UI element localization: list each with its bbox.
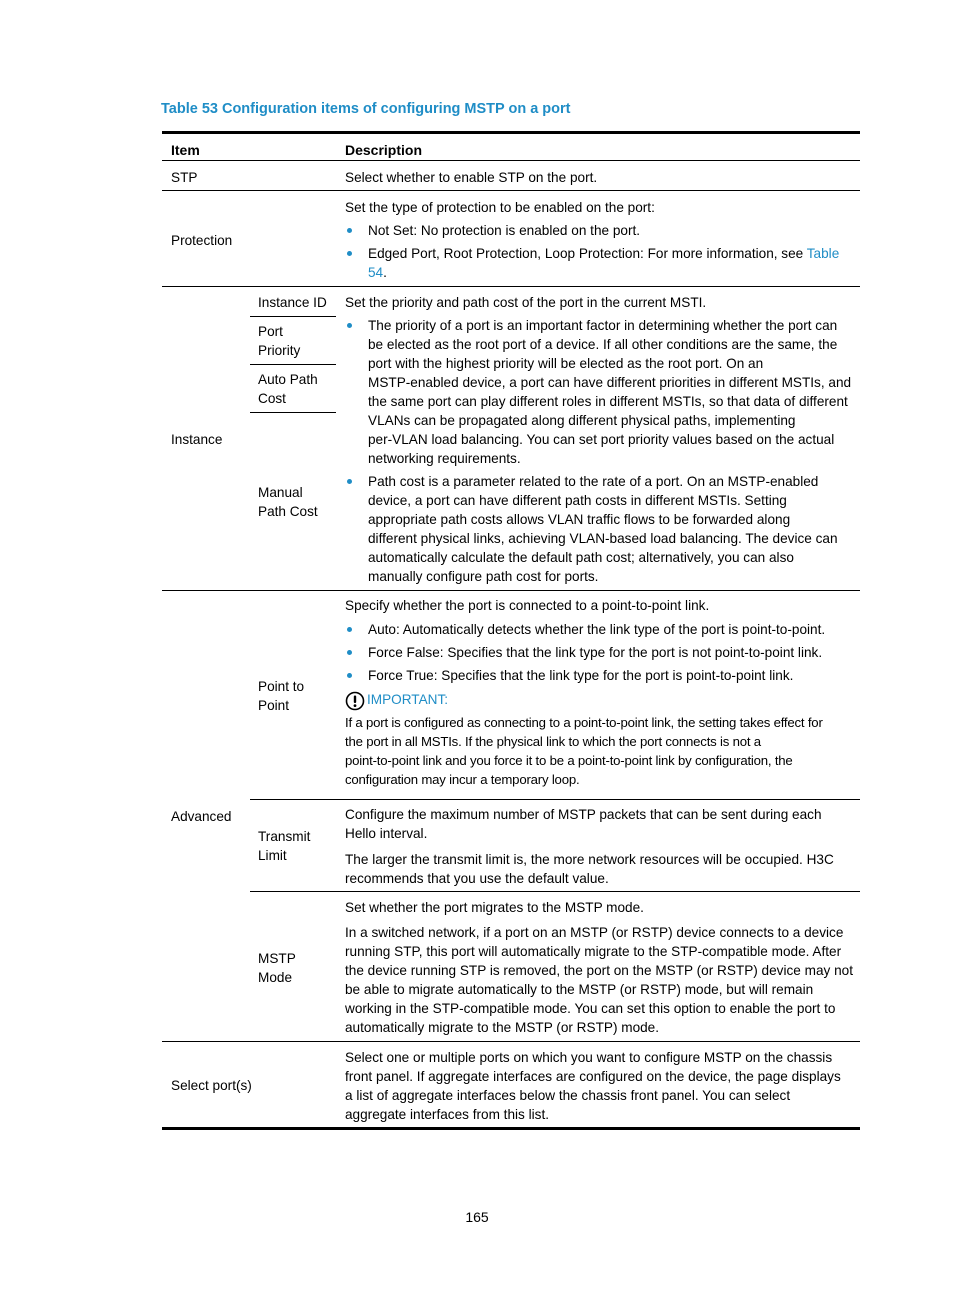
row-divider — [162, 190, 860, 191]
subrow-divider — [250, 412, 336, 413]
header-description: Description — [345, 142, 423, 158]
table-caption: Table 53 Configuration items of configuring MSTP on a port — [161, 101, 571, 117]
instance-list — [345, 316, 857, 586]
page-number: 165 — [465, 1209, 489, 1225]
instance-item: Instance — [171, 432, 223, 447]
subrow-divider — [250, 799, 860, 800]
instance-intro: Set the priority and path cost of the port in the current MSTI. — [345, 295, 707, 310]
table-54-link[interactable]: Table — [806, 246, 840, 261]
row-divider — [162, 590, 860, 591]
transmit-limit-label: Transmit Limit — [258, 829, 311, 863]
manual-path-cost-label: Manual Path Cost — [258, 485, 318, 519]
p2p-list — [345, 620, 857, 685]
transmit-p2: The larger the transmit limit is, the more network resources will be occupied. H3C recommends that you use the default value. — [345, 852, 834, 886]
exclamation-circle-icon — [345, 691, 363, 709]
protection-intro: Set the type of protection to be enabled on the port: — [345, 200, 655, 215]
header-rule — [162, 160, 860, 161]
list-item: Path cost is a parameter related to the rate of a port. On an MSTP-enabled device, a port can have different path costs in different MSTIs. Setting appropriate path costs allows VLAN traffic flows to be forwarded along different physical links, achieving VLAN-based load balancing. The device can automatically calculate the default path cost; alternatively, you can also manually configure path cost for ports. — [345, 472, 857, 586]
instance-description — [345, 293, 857, 586]
table-bottom-rule — [162, 1127, 860, 1130]
list-item: The priority of a port is an important factor in determining whether the port can be elected as the root port of a device. If all other conditions are the same, the port with the highest priority will be elected as the root port. On an MSTP-enabled device, a port can have different priorities in different MSTIs, and the same port can play different roles in different MSTIs, so that data of different VLANs can be propagated along different physical paths, implementing per-VLAN load balancing. You can set port priority values based on the actual networking requirements. — [345, 316, 857, 468]
list-item: Force False: Specifies that the link type for the port is not point-to-point link. — [345, 643, 857, 662]
row-divider — [162, 1041, 860, 1042]
auto-path-cost-label: Auto Path Cost — [258, 372, 318, 406]
stp-item: STP — [171, 170, 198, 185]
mstp-mode-description — [345, 898, 857, 1037]
subrow-divider — [250, 316, 336, 317]
important-label: IMPORTANT: — [367, 692, 449, 707]
list-item: Edged Port, Root Protection, Loop Protection: For more information, see Table 54. — [345, 244, 855, 282]
mstp-mode-label: MSTP Mode — [258, 951, 296, 985]
subrow-divider — [250, 891, 860, 892]
subrow-divider — [250, 364, 336, 365]
stp-description: Select whether to enable STP on the port. — [345, 170, 598, 185]
port-priority-label: Port Priority — [258, 324, 301, 358]
list-item: Auto: Automatically detects whether the link type of the port is point-to-point. — [345, 620, 857, 639]
mstp-mode-p1: Set whether the port migrates to the MSTP mode. — [345, 900, 644, 915]
mstp-mode-p2: In a switched network, if a port on an MSTP (or RSTP) device connects to a device running STP, this port will automatically migrate to the STP-compatible mode. After the device running STP is removed, the port on the MSTP (or RSTP) device may not be able to migrate automatically to the MSTP (or RSTP) mode, but will remain working in the STP-compatible mode. You can set this option to enable the port to automatically migrate to the MSTP (or RSTP) mode. — [345, 925, 853, 1035]
select-ports-item: Select port(s) — [171, 1078, 252, 1093]
important-notice — [345, 690, 857, 709]
protection-list — [345, 221, 855, 282]
protection-item: Protection — [171, 233, 233, 248]
table-54-link-cont[interactable]: 54 — [368, 265, 384, 280]
advanced-item: Advanced — [171, 809, 232, 824]
row-divider — [162, 286, 860, 287]
list-item: Force True: Specifies that the link type for the port is point-to-point link. — [345, 666, 857, 685]
p2p-intro: Specify whether the port is connected to a point-to-point link. — [345, 598, 710, 613]
transmit-p1: Configure the maximum number of MSTP packets that can be sent during each Hello interval. — [345, 807, 822, 841]
list-item: Not Set: No protection is enabled on the port. — [345, 221, 855, 240]
select-ports-description: Select one or multiple ports on which you want to configure MSTP on the chassis front panel. If aggregate interfaces are configured on the device, the page displays a list of aggregate interfaces below the chassis front panel. You can select aggregate interfaces from this list. — [345, 1050, 841, 1122]
protection-description — [345, 198, 855, 282]
point-to-point-description — [345, 596, 857, 789]
instance-id-label: Instance ID — [258, 295, 327, 310]
header-item: Item — [171, 142, 200, 158]
point-to-point-label: Point to Point — [258, 679, 305, 713]
table-top-rule — [162, 131, 860, 134]
transmit-limit-description — [345, 805, 857, 888]
important-text: If a port is configured as connecting to a point-to-point link, the setting takes effect for the port in all MSTIs. If the physical link to which the port connects is not a point-to-point link and you force it to be a point-to-point link by configuration, the configuration may incur a temporary loop. — [345, 715, 823, 787]
